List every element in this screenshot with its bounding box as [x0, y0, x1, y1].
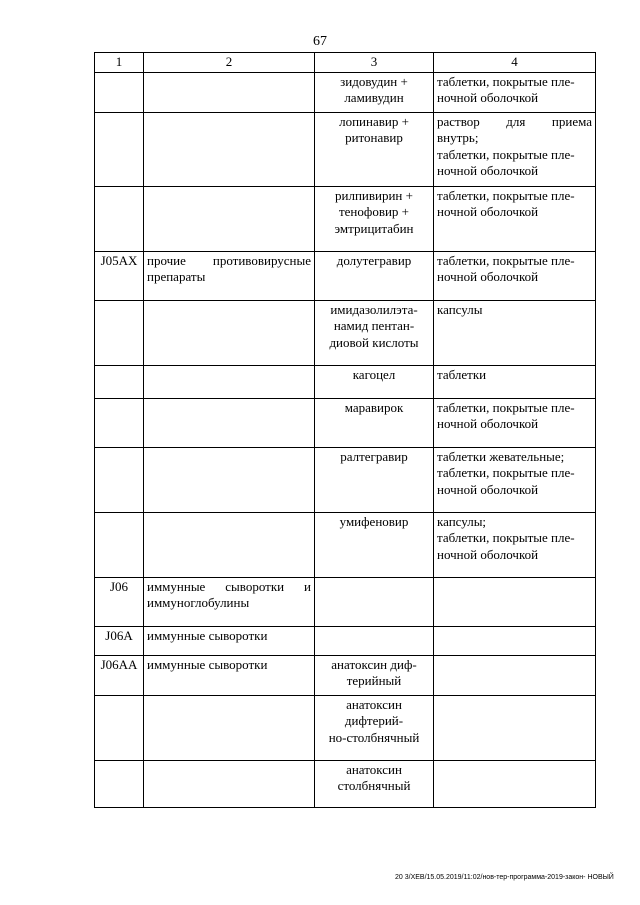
atc-code-cell: J05AX	[95, 251, 144, 300]
group-name-cell	[144, 398, 315, 447]
atc-code-cell: J06AA	[95, 655, 144, 695]
table-row	[95, 365, 596, 398]
atc-code-cell	[95, 695, 144, 760]
dosage-form-cell	[434, 365, 596, 398]
dosage-form-line: ночной оболочкой	[437, 163, 539, 178]
dosage-form-cell	[434, 447, 596, 512]
drug-name-cell	[315, 112, 434, 186]
table-row	[95, 760, 596, 807]
atc-code-cell	[95, 447, 144, 512]
atc-code-cell	[95, 512, 144, 577]
dosage-form-line: таблетки, покрытые пле-	[437, 187, 575, 203]
table-row	[95, 577, 596, 626]
dosage-form-line: капсулы;	[437, 513, 487, 529]
dosage-form-line: таблетки, покрытые пле-	[437, 465, 575, 480]
drug-name-cell	[315, 72, 434, 112]
drug-name-line: анатоксин диф-	[331, 656, 417, 672]
dosage-form-line: ночной оболочкой	[437, 481, 539, 497]
group-name-cell	[144, 186, 315, 251]
column-number-1: 1	[95, 53, 144, 73]
dosage-form-cell	[434, 300, 596, 365]
drug-name-cell	[315, 365, 434, 398]
dosage-form-line: таблетки, покрытые пле-	[437, 146, 575, 162]
group-name-cell	[144, 695, 315, 760]
table-row	[95, 512, 596, 577]
drug-name-line: имидазолилэта-	[330, 301, 418, 317]
page-number: 67	[313, 34, 327, 49]
group-name-cell: прочие противовирусные препараты	[144, 251, 315, 300]
dosage-form-cell	[434, 655, 596, 695]
drug-name-line: но-столбнячный	[328, 729, 420, 745]
atc-code-cell	[95, 72, 144, 112]
group-name-cell	[144, 760, 315, 807]
drug-name-cell	[315, 760, 434, 807]
dosage-form-line: внутрь;	[437, 130, 479, 145]
drug-name-cell	[315, 300, 434, 365]
dosage-form-cell	[434, 251, 596, 300]
dosage-form-cell	[434, 72, 596, 112]
atc-code-cell	[95, 300, 144, 365]
column-number-2: 2	[144, 53, 315, 73]
dosage-form-line: таблетки, покрытые пле-	[437, 73, 575, 89]
dosage-form-line: таблетки, покрытые пле-	[437, 530, 575, 545]
group-name-cell	[144, 112, 315, 186]
table-row	[95, 695, 596, 760]
dosage-form-cell	[434, 626, 596, 655]
table-row	[95, 112, 596, 186]
group-name-cell	[144, 512, 315, 577]
drug-name-cell	[315, 447, 434, 512]
group-name-cell	[144, 447, 315, 512]
atc-code-cell	[95, 365, 144, 398]
drug-name-line: эмтрицитабин	[334, 220, 414, 236]
dosage-form-line: раствор для приема	[437, 113, 592, 129]
group-name-cell	[144, 72, 315, 112]
dosage-form-cell	[434, 577, 596, 626]
table-row	[95, 655, 596, 695]
dosage-form-line: ночной оболочкой	[437, 90, 539, 105]
dosage-form-line: таблетки, покрытые пле-	[437, 252, 575, 268]
dosage-form-line: ночной оболочкой	[437, 204, 539, 219]
group-name-cell	[144, 300, 315, 365]
drug-name-cell	[315, 577, 434, 626]
atc-code-cell: J06	[95, 577, 144, 626]
drug-name-line: анатоксин	[346, 696, 402, 712]
drug-name-cell	[315, 626, 434, 655]
drug-name-line: кагоцел	[352, 366, 396, 382]
drug-table	[94, 52, 596, 808]
column-number-3: 3	[315, 53, 434, 73]
atc-code-cell	[95, 186, 144, 251]
drug-name-line: ламивудин	[344, 90, 404, 105]
dosage-form-cell	[434, 760, 596, 807]
dosage-form-cell	[434, 112, 596, 186]
drug-name-cell	[315, 186, 434, 251]
column-number-row	[95, 53, 596, 73]
footer-stamp: 20 3/ХЕВ/15.05.2019/11:02/нов-тер-программа-2019-закон- НОВЫЙ	[395, 874, 614, 881]
drug-name-line: маравирок	[344, 399, 404, 415]
atc-code-cell	[95, 398, 144, 447]
table-row	[95, 251, 596, 300]
drug-name-line: столбнячный	[337, 778, 411, 793]
drug-name-cell	[315, 251, 434, 300]
drug-name-line: диовой кислоты	[329, 334, 419, 350]
table-row	[95, 626, 596, 655]
drug-name-line: рилпивирин +	[335, 187, 413, 203]
drug-name-cell	[315, 655, 434, 695]
column-number-4: 4	[434, 53, 596, 73]
table-row	[95, 300, 596, 365]
group-name-cell	[144, 365, 315, 398]
dosage-form-cell	[434, 695, 596, 760]
group-name-cell: иммунные сыворотки и иммуноглобулины	[144, 577, 315, 626]
dosage-form-cell	[434, 398, 596, 447]
drug-name-line: намид пентан-	[333, 318, 415, 333]
dosage-form-line: таблетки жевательные;	[437, 448, 565, 464]
drug-name-cell	[315, 512, 434, 577]
dosage-form-line: ночной оболочкой	[437, 269, 539, 284]
drug-name-line: лопинавир +	[339, 113, 409, 129]
drug-name-line: дифтерий-	[344, 713, 404, 728]
dosage-form-line: таблетки, покрытые пле-	[437, 399, 575, 415]
group-name-cell: иммунные сыворотки	[144, 655, 315, 695]
drug-name-line: терийный	[346, 673, 402, 688]
table-row	[95, 447, 596, 512]
drug-name-line: зидовудин +	[340, 73, 408, 89]
drug-name-line: тенофовир +	[338, 204, 409, 219]
dosage-form-line: ночной оболочкой	[437, 416, 539, 431]
dosage-form-line: ночной оболочкой	[437, 546, 539, 562]
table-row	[95, 398, 596, 447]
atc-code-cell: J06A	[95, 626, 144, 655]
dosage-form-cell	[434, 512, 596, 577]
table-body	[95, 72, 596, 807]
drug-name-cell	[315, 695, 434, 760]
drug-name-line: умифеновир	[339, 513, 409, 529]
group-name-cell: иммунные сыворотки	[144, 626, 315, 655]
drug-name-line: анатоксин	[346, 761, 402, 777]
table-row	[95, 72, 596, 112]
dosage-form-line: капсулы	[437, 301, 483, 317]
drug-name-line: ритонавир	[345, 130, 403, 145]
atc-code-cell	[95, 760, 144, 807]
table-row	[95, 186, 596, 251]
drug-name-line: ралтегравир	[340, 448, 408, 464]
atc-code-cell	[95, 112, 144, 186]
dosage-form-cell	[434, 186, 596, 251]
dosage-form-line: таблетки	[437, 366, 487, 382]
drug-name-line: долутегравир	[336, 252, 412, 268]
drug-name-cell	[315, 398, 434, 447]
